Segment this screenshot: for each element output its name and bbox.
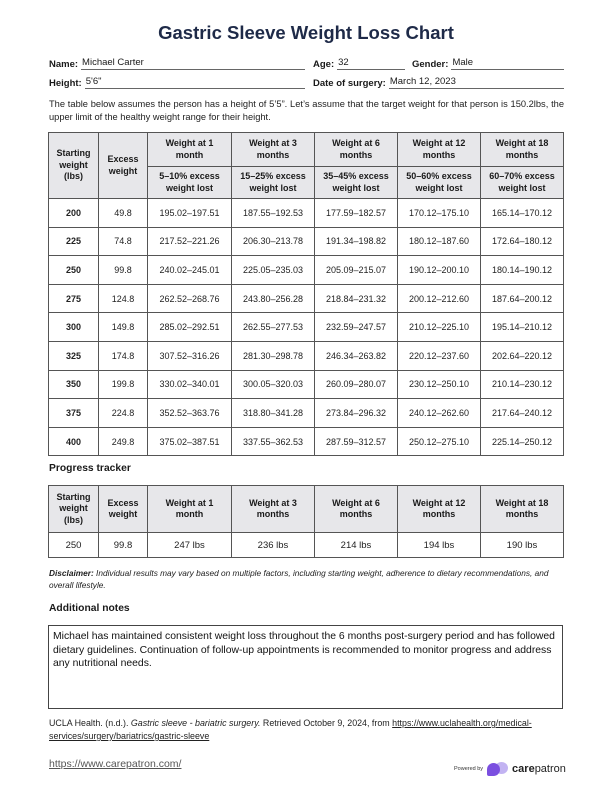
additional-notes-heading: Additional notes: [49, 603, 130, 614]
starting-weight-cell: 325: [49, 341, 99, 370]
range-cell: 287.59–312.57: [315, 427, 398, 456]
range-cell: 273.84–296.32: [315, 399, 398, 428]
range-cell: 243.80–256.28: [232, 284, 315, 313]
range-cell: 352.52–363.76: [148, 399, 232, 428]
range-cell: 246.34–263.82: [315, 341, 398, 370]
height-field: [49, 75, 305, 89]
disclaimer-text: Individual results may vary based on multiple factors, including starting weight, adherence to dietary recommendations, and overall lifestyle.: [49, 568, 549, 590]
citation-title: Gastric sleeve - bariatric surgery.: [130, 718, 261, 728]
citation-middle: Retrieved October 9, 2024, from: [260, 718, 393, 728]
starting-weight-cell: 400: [49, 427, 99, 456]
height-label: Height:: [49, 78, 82, 89]
citation-link[interactable]: https://www.uclahealth.org/medical-services/surgery/bariatrics/gastric-sleeve: [49, 718, 532, 741]
name-field: [49, 56, 305, 70]
carepatron-logo-icon: [487, 762, 509, 776]
range-cell: 187.64–200.12: [481, 284, 564, 313]
range-cell: 240.02–245.01: [148, 256, 232, 285]
col-header-18-months: Weight at 18 months: [481, 133, 564, 167]
subheader-6-months-range: 35–45% excess weight lost: [315, 167, 398, 199]
powered-by-text: Powered by: [454, 766, 484, 772]
range-cell: 180.14–190.12: [481, 256, 564, 285]
range-cell: 262.55–277.53: [232, 313, 315, 342]
col-header-excess-weight: Excess weight: [99, 486, 148, 533]
citation: [49, 717, 569, 743]
excess-weight-cell: 199.8: [99, 370, 148, 399]
starting-weight-cell: 225: [49, 227, 99, 256]
height-value[interactable]: 5'6": [85, 76, 305, 89]
range-cell: 202.64–220.12: [481, 341, 564, 370]
range-cell: 307.52–316.26: [148, 341, 232, 370]
range-cell: 260.09–280.07: [315, 370, 398, 399]
weight-loss-table: [48, 132, 564, 456]
range-cell: 232.59–247.57: [315, 313, 398, 342]
range-cell: 250.12–275.10: [398, 427, 481, 456]
page-title: Gastric Sleeve Weight Loss Chart: [158, 22, 454, 43]
range-cell: 318.80–341.28: [232, 399, 315, 428]
disclaimer-label: Disclaimer:: [49, 568, 94, 578]
col-header-1-month: Weight at 1 month: [148, 133, 232, 167]
col-header-6-months: Weight at 6 months: [315, 486, 398, 533]
age-value[interactable]: 32: [337, 57, 405, 70]
excess-weight-cell: 99.8: [99, 256, 148, 285]
carepatron-url-link[interactable]: https://www.carepatron.com/: [49, 758, 182, 770]
excess-weight-cell: 74.8: [99, 227, 148, 256]
starting-weight-cell: 275: [49, 284, 99, 313]
range-cell: 240.12–262.60: [398, 399, 481, 428]
range-cell: 300.05–320.03: [232, 370, 315, 399]
name-value[interactable]: Michael Carter: [81, 57, 305, 70]
range-cell: 191.34–198.82: [315, 227, 398, 256]
range-cell: 217.64–240.12: [481, 399, 564, 428]
excess-weight-cell: 149.8: [99, 313, 148, 342]
gender-field: [412, 56, 564, 70]
col-header-18-months: Weight at 18 months: [481, 486, 564, 533]
surgery-date-field: [313, 75, 564, 89]
col-header-excess-weight: Excess weight: [99, 133, 148, 199]
table-row: [49, 427, 564, 456]
starting-weight-cell: 375: [49, 399, 99, 428]
weight-12-months-cell[interactable]: 194 lbs: [398, 533, 481, 558]
range-cell: 170.12–175.10: [398, 199, 481, 228]
col-header-starting-weight: Starting weight (lbs): [49, 133, 99, 199]
table-row: [49, 256, 564, 285]
excess-weight-cell: 49.8: [99, 199, 148, 228]
gender-value[interactable]: Male: [451, 57, 564, 70]
citation-prefix: UCLA Health. (n.d.).: [49, 718, 131, 728]
excess-weight-cell: 174.8: [99, 341, 148, 370]
starting-weight-cell: 250: [49, 256, 99, 285]
disclaimer: [49, 567, 564, 591]
excess-weight-cell: 224.8: [99, 399, 148, 428]
range-cell: 225.05–235.03: [232, 256, 315, 285]
age-field: [313, 56, 405, 70]
subheader-1-month-range: 5–10% excess weight lost: [148, 167, 232, 199]
carepatron-wordmark: carepatron: [512, 763, 566, 775]
range-cell: 177.59–182.57: [315, 199, 398, 228]
range-cell: 225.14–250.12: [481, 427, 564, 456]
range-cell: 195.14–210.12: [481, 313, 564, 342]
starting-weight-cell: 200: [49, 199, 99, 228]
range-cell: 210.12–225.10: [398, 313, 481, 342]
range-cell: 217.52–221.26: [148, 227, 232, 256]
range-cell: 337.55–362.53: [232, 427, 315, 456]
range-cell: 262.52–268.76: [148, 284, 232, 313]
progress-tracker-heading: Progress tracker: [49, 463, 131, 474]
powered-by-badge[interactable]: [454, 762, 566, 776]
range-cell: 220.12–237.60: [398, 341, 481, 370]
range-cell: 172.64–180.12: [481, 227, 564, 256]
range-cell: 285.02–292.51: [148, 313, 232, 342]
age-label: Age:: [313, 59, 335, 70]
gender-label: Gender:: [412, 59, 449, 70]
name-label: Name:: [49, 59, 79, 70]
range-cell: 330.02–340.01: [148, 370, 232, 399]
col-header-1-month: Weight at 1 month: [148, 486, 232, 533]
starting-weight-cell[interactable]: 250: [49, 533, 99, 558]
range-cell: 281.30–298.78: [232, 341, 315, 370]
table-row: [49, 284, 564, 313]
range-cell: 218.84–231.32: [315, 284, 398, 313]
range-cell: 206.30–213.78: [232, 227, 315, 256]
table-row: [49, 341, 564, 370]
col-header-3-months: Weight at 3 months: [232, 486, 315, 533]
excess-weight-cell: 249.8: [99, 427, 148, 456]
weight-18-months-cell[interactable]: 190 lbs: [481, 533, 564, 558]
range-cell: 210.14–230.12: [481, 370, 564, 399]
col-header-3-months: Weight at 3 months: [232, 133, 315, 167]
weight-1-month-cell[interactable]: 247 lbs: [148, 533, 232, 558]
range-cell: 190.12–200.10: [398, 256, 481, 285]
col-header-6-months: Weight at 6 months: [315, 133, 398, 167]
table-row: [49, 399, 564, 428]
intro-text: The table below assumes the person has a height of 5’5”. Let’s assume that the target weight for that person is 150.2lbs, the upper limit of the healthy weight range for their height.: [49, 99, 564, 122]
starting-weight-cell: 300: [49, 313, 99, 342]
range-cell: 205.09–215.07: [315, 256, 398, 285]
subheader-3-months-range: 15–25% excess weight lost: [232, 167, 315, 199]
range-cell: 187.55–192.53: [232, 199, 315, 228]
table-row: [49, 199, 564, 228]
subheader-12-months-range: 50–60% excess weight lost: [398, 167, 481, 199]
surgery-date-value[interactable]: March 12, 2023: [389, 76, 564, 89]
range-cell: 230.12–250.10: [398, 370, 481, 399]
range-cell: 180.12–187.60: [398, 227, 481, 256]
range-cell: 165.14–170.12: [481, 199, 564, 228]
col-header-12-months: Weight at 12 months: [398, 486, 481, 533]
range-cell: 375.02–387.51: [148, 427, 232, 456]
col-header-starting-weight: Starting weight (lbs): [49, 486, 99, 533]
table-row: [49, 227, 564, 256]
progress-tracker-table: [48, 485, 564, 558]
table-row: [49, 533, 564, 558]
excess-weight-cell[interactable]: 99.8: [99, 533, 148, 558]
weight-6-months-cell[interactable]: 214 lbs: [315, 533, 398, 558]
additional-notes-box[interactable]: Michael has maintained consistent weight loss throughout the 6 months post-surgery period and has followed dietary guidelines. Continuation of follow-up appointments is recommended to monitor progress and address any nutritional needs.: [48, 625, 563, 709]
col-header-12-months: Weight at 12 months: [398, 133, 481, 167]
surgery-date-label: Date of surgery:: [313, 78, 386, 89]
range-cell: 195.02–197.51: [148, 199, 232, 228]
excess-weight-cell: 124.8: [99, 284, 148, 313]
subheader-18-months-range: 60–70% excess weight lost: [481, 167, 564, 199]
table-row: [49, 370, 564, 399]
range-cell: 200.12–212.60: [398, 284, 481, 313]
starting-weight-cell: 350: [49, 370, 99, 399]
table-row: [49, 313, 564, 342]
weight-3-months-cell[interactable]: 236 lbs: [232, 533, 315, 558]
